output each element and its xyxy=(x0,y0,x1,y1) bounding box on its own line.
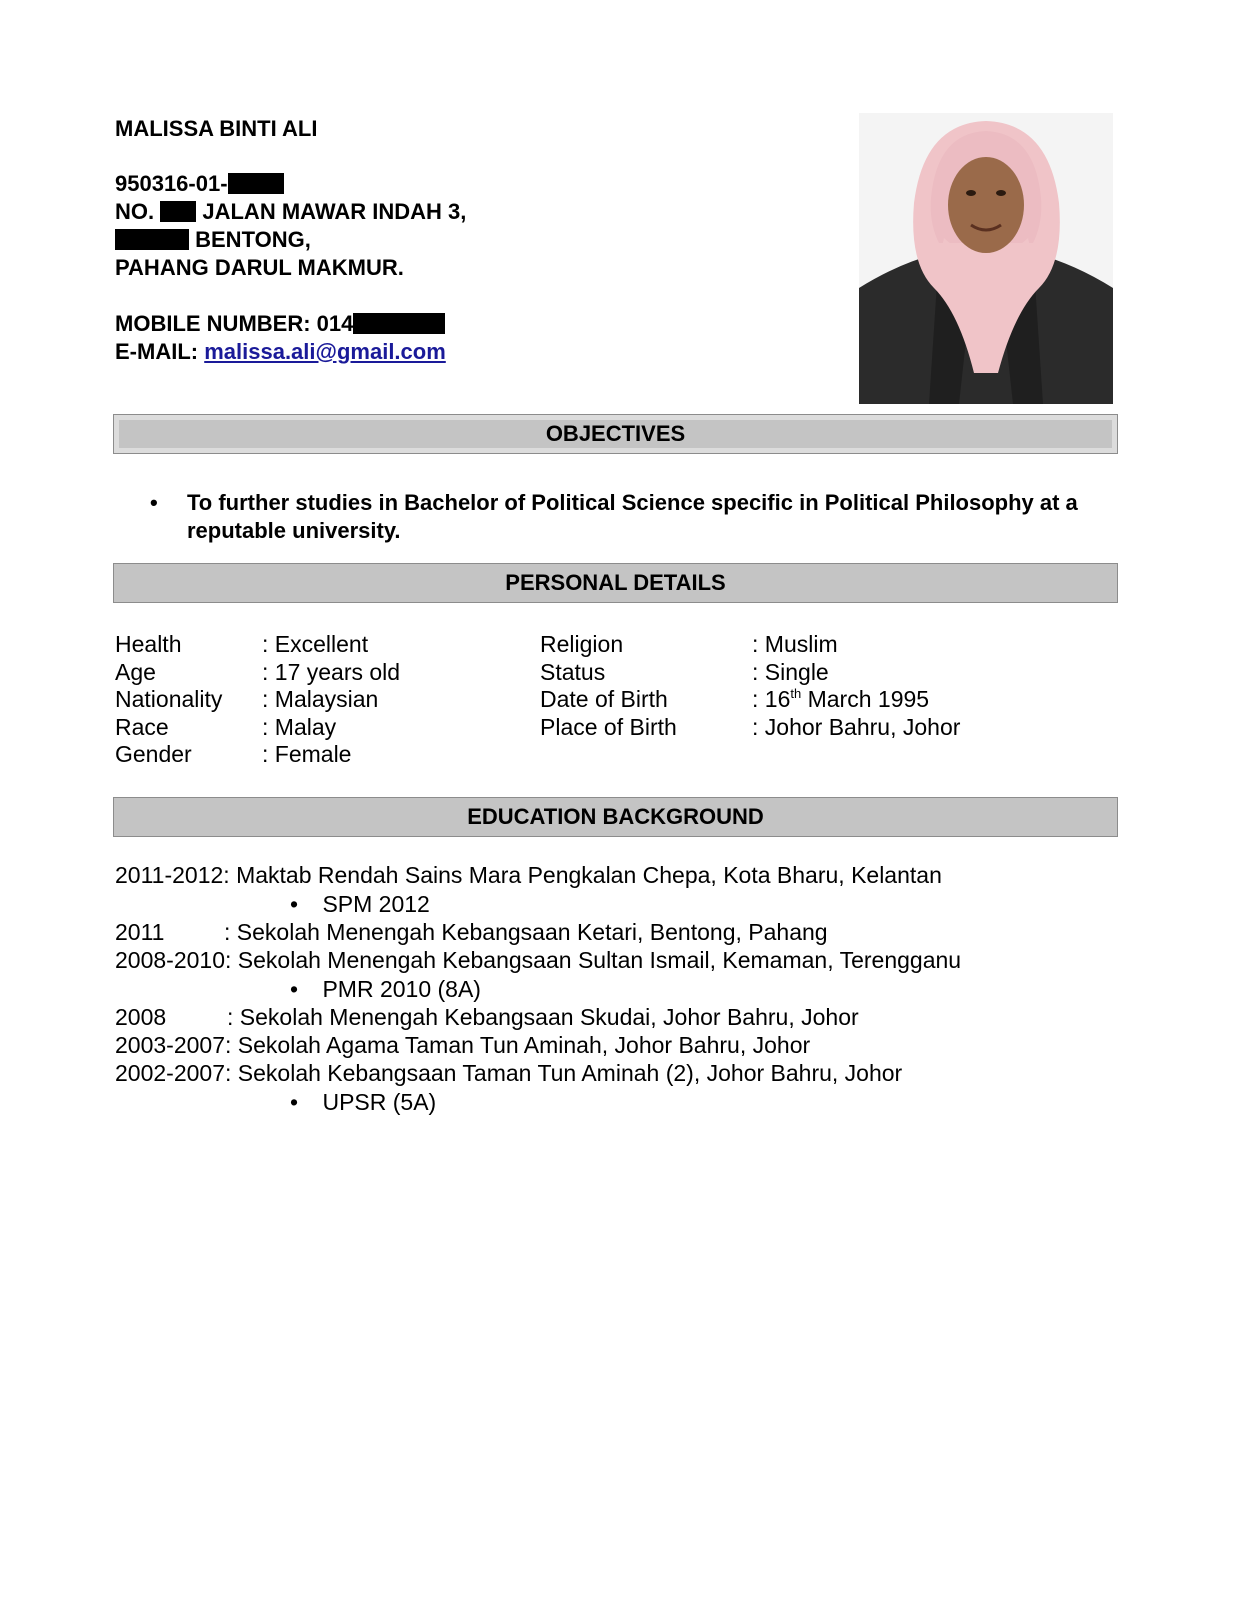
edu-school: : Sekolah Menengah Kebangsaan Ketari, Bentong, Pahang xyxy=(224,919,828,945)
edu-result-row xyxy=(290,975,481,1004)
edu-row xyxy=(115,946,961,975)
edu-years: 2011 xyxy=(115,919,165,945)
applicant-name: MALISSA BINTI ALI xyxy=(115,116,318,141)
address-line-1-rest: JALAN MAWAR INDAH 3, xyxy=(202,199,467,224)
objective-bullet: • xyxy=(150,490,158,515)
dob-ordinal: th xyxy=(790,686,802,701)
edu-school: Sekolah Menengah Kebangsaan Sultan Ismail, Kemaman, Terengganu xyxy=(237,947,962,973)
edu-result-row xyxy=(290,1088,436,1117)
pd-value-gender: : Female xyxy=(262,741,352,767)
mobile-number xyxy=(115,310,445,337)
edu-result: UPSR (5A) xyxy=(322,1089,437,1115)
personal-details-heading: PERSONAL DETAILS xyxy=(113,563,1118,603)
dob-day: : 16 xyxy=(752,686,791,712)
edu-row xyxy=(115,1031,810,1060)
edu-row xyxy=(115,1003,859,1032)
pd-label-date-of-birth: Date of Birth xyxy=(540,686,668,712)
ic-number xyxy=(115,170,284,197)
edu-bullet: • xyxy=(290,891,299,917)
pd-value-status: : Single xyxy=(752,658,829,685)
edu-bullet: • xyxy=(290,1089,299,1115)
objectives-heading: OBJECTIVES xyxy=(113,414,1118,454)
pd-value-age: : 17 years old xyxy=(262,658,401,685)
redaction-block xyxy=(160,201,196,222)
pd-value-race: : Malay xyxy=(262,713,337,740)
edu-years: 2011-2012: xyxy=(115,862,230,888)
pd-value-religion: : Muslim xyxy=(752,631,838,657)
redaction-block xyxy=(228,173,284,194)
pd-label-nationality: Nationality xyxy=(115,686,223,712)
pd-label-status: Status xyxy=(540,658,606,685)
mobile-label: MOBILE NUMBER: 014 xyxy=(115,311,354,336)
edu-years: 2008-2010: xyxy=(115,947,232,973)
pd-label-health: Health xyxy=(115,631,182,657)
address-line-1 xyxy=(115,198,466,225)
pd-value-nationality: : Malaysian xyxy=(262,686,379,712)
profile-photo xyxy=(859,113,1113,404)
edu-row xyxy=(115,1059,902,1088)
pd-value-place-of-birth: : Johor Bahru, Johor xyxy=(752,713,961,740)
address-no-prefix: NO. xyxy=(115,199,155,224)
dob-rest: March 1995 xyxy=(801,686,930,712)
pd-label-religion: Religion xyxy=(540,631,624,657)
redaction-block xyxy=(115,229,189,250)
edu-result: SPM 2012 xyxy=(322,891,430,917)
pd-value-health: : Excellent xyxy=(262,631,369,657)
edu-school: Sekolah Kebangsaan Taman Tun Aminah (2), Johor Bahru, Johor xyxy=(237,1060,903,1086)
email-row xyxy=(115,338,446,365)
edu-school: : Sekolah Menengah Kebangsaan Skudai, Johor Bahru, Johor xyxy=(227,1004,859,1030)
redaction-block xyxy=(353,313,445,334)
pd-label-age: Age xyxy=(115,658,156,685)
edu-row xyxy=(115,918,828,947)
edu-result: PMR 2010 (8A) xyxy=(322,976,481,1002)
address-line-2 xyxy=(115,226,311,253)
portrait-illustration xyxy=(859,113,1113,404)
pd-label-race: Race xyxy=(115,713,169,740)
pd-label-place-of-birth: Place of Birth xyxy=(540,713,677,740)
edu-years: 2003-2007: xyxy=(115,1032,232,1058)
email-label: E-MAIL: xyxy=(115,339,199,364)
edu-years: 2008 xyxy=(115,1004,167,1030)
edu-row xyxy=(115,861,942,890)
objective-text: To further studies in Bachelor of Political Science specific in Political Philosophy at a reputable university. xyxy=(187,490,1078,543)
edu-school: Sekolah Agama Taman Tun Aminah, Johor Bahru, Johor xyxy=(237,1032,811,1058)
pd-value-date-of-birth xyxy=(752,686,929,714)
pd-label-gender: Gender xyxy=(115,741,192,767)
edu-bullet: • xyxy=(290,976,299,1002)
edu-result-row xyxy=(290,890,430,919)
address-line-2-rest: BENTONG, xyxy=(195,227,311,252)
ic-prefix: 950316-01- xyxy=(115,171,228,196)
education-heading: EDUCATION BACKGROUND xyxy=(113,797,1118,837)
edu-school: Maktab Rendah Sains Mara Pengkalan Chepa, Kota Bharu, Kelantan xyxy=(236,862,942,888)
email-link[interactable]: malissa.ali@gmail.com xyxy=(204,339,446,364)
address-line-3: PAHANG DARUL MAKMUR. xyxy=(115,255,404,280)
edu-years: 2002-2007: xyxy=(115,1060,232,1086)
